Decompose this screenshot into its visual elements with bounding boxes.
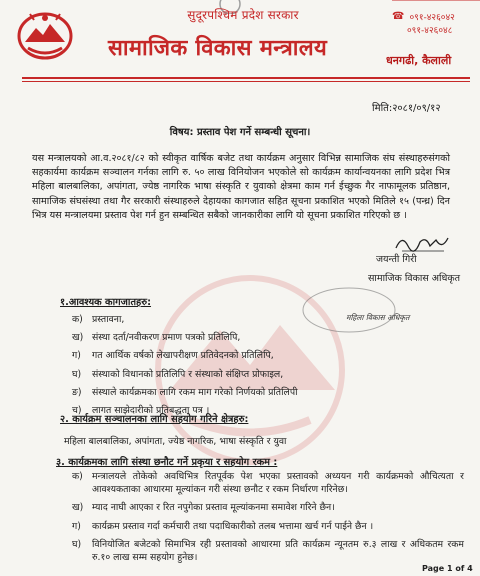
- signatory-title: सामाजिक विकास अधिकृत: [368, 273, 461, 284]
- list-text: गत आर्थिक वर्षको लेखापरीक्षण प्रतिवेदनको प्रतिलिपि,: [92, 350, 274, 362]
- contact-block: [392, 2, 455, 36]
- list-item: [72, 501, 464, 514]
- subject-line: विषय: प्रस्ताव पेश गर्ने सम्बन्धी सूचना।: [169, 127, 311, 138]
- handwritten-signature-icon: [392, 232, 452, 254]
- list-marker: घ): [72, 368, 82, 380]
- list-text: मन्त्रालयले तोकेको अवधिभित्र रितपूर्वक पेश भएका प्रस्तावको अध्ययन गरी कार्यक्रमको औचित्यता र आवश्यकताका आधारमा मूल्यांकन गरी संस्था छनौट र रकम निर्धारण गरिनेछ।: [92, 471, 464, 496]
- list-marker: घ): [72, 538, 82, 550]
- list-item: [72, 368, 472, 381]
- list-text: म्याद नाघी आएका र रित नपुगेका प्रस्ताव मूल्यांकनमा समावेश गरिने छैन।: [92, 502, 335, 514]
- stamp-text: महिला विकास अधिकृत: [346, 313, 410, 322]
- list-marker: ग): [72, 520, 81, 532]
- selection-process-list: [72, 470, 464, 569]
- list-item: [72, 538, 464, 564]
- list-marker: ग): [72, 350, 81, 362]
- list-marker: क): [72, 314, 83, 325]
- section-2-title: २. कार्यक्रम सञ्चालनका लागि सहयोग गरिने क्षेत्रहरु:: [60, 414, 249, 425]
- list-marker: क): [72, 471, 83, 482]
- list-text: संस्थाले कार्यक्रमका लागि रकम माग गरेको निर्णयको प्रतिलिपी: [92, 386, 298, 398]
- list-item: [72, 470, 464, 496]
- province-line: सुदूरपश्चिम प्रदेश सरकार: [187, 8, 299, 22]
- list-item: [72, 520, 464, 533]
- location-text: धनगढी, कैलाली: [386, 54, 452, 67]
- list-marker: ख): [72, 332, 84, 344]
- notice-body: यस मन्त्रालयको आ.व.२०८१/८२ को स्वीकृत वार्षिक बजेट तथा कार्यक्रम अनुसार विभिन्न सामाजिक संघ संस्थाहरुसंगको सहकार्यमा कार्यक्रम सञ्चालन गर्नका लागि रु. ५० लाख विनियोजन भएकोले सो कार्यक्रम कार्यान्वयनका लागि प्रदेश भित्र महिला बालबालिका, अपांगता, ज्येष्ठ नागरिक भाषा संस्कृति र युवाको क्षेत्रमा काम गर्न ईच्छुक गैर नाफामूलक प्रतिष्ठान, सामाजिक संघसंस्था तथा गैर सरकारी संस्थाहरुले देहायका कागजात सहित सूचना प्रकाशित भएको मितिले १५ (पन्ध्र) दिन भित्र यस मन्त्रालयमा प्रस्ताव पेश गर्न हुन सम्बन्धित सबैको जानकारीका लागि यो सूचना प्रकाशित गरिएको छ ।: [32, 153, 450, 221]
- list-marker: ङ): [72, 386, 82, 398]
- required-documents-list: [72, 313, 472, 422]
- list-text: प्रस्तावना,: [92, 314, 125, 325]
- list-item: [72, 386, 472, 399]
- section-1-title: १.आवश्यक कागजातहरु:: [60, 297, 152, 308]
- list-item: [72, 349, 472, 362]
- list-item: [72, 331, 472, 344]
- page-indicator: Page 1 of 4: [422, 564, 473, 573]
- header-rule-thick: [22, 77, 470, 79]
- list-text: कार्यक्रम प्रस्ताव गर्दा कर्मचारी तथा पदाधिकारीको तलब भत्तामा खर्च गर्न पाईने छैन ।: [92, 520, 374, 532]
- header-rule-thin: [22, 81, 470, 82]
- date-line: मिति:२०८१/०९/१२: [372, 103, 441, 114]
- support-areas-text: महिला बालबालिका, अपांगता, ज्येष्ठ नागरिक, भाषा संस्कृति र युवा: [64, 436, 287, 447]
- signatory-name: जयन्ती गिरी: [376, 254, 417, 265]
- list-marker: ख): [72, 502, 84, 514]
- government-emblem-icon: [16, 10, 74, 60]
- list-item: [72, 313, 472, 326]
- list-text: संस्था दर्ता/नवीकरण प्रमाण पत्रको प्रतिलिपि,: [92, 332, 241, 344]
- phone-number-1: ०९१-४२६०४२: [409, 13, 455, 23]
- phone-icon: ☎: [392, 11, 405, 22]
- list-text: विनियोजित बजेटको सिमाभित्र रही प्रस्तावको आधारमा प्रति कार्यक्रम न्यूनतम रु.३ लाख र अधिकतम रकम रु.१० लाख सम्म सहयोग हुनेछ।: [92, 538, 464, 564]
- section-3-title: ३. कार्यक्रमका लागि संस्था छनौट गर्ने प्रकृया र सहयोग रकम :: [56, 457, 278, 468]
- list-marker: च): [72, 405, 82, 417]
- list-text: संस्थाको विधानको प्रतिलिपि र संस्थाको संक्षिप्त प्रोफाइल,: [92, 368, 284, 380]
- phone-number-2: ०९१-४२६०४८: [407, 26, 453, 36]
- list-text: लागत साझेदारीको प्रतिबद्धता पत्र ।: [92, 405, 210, 417]
- ministry-title: सामाजिक विकास मन्त्रालय: [108, 36, 328, 61]
- email-fragment: [392, 0, 480, 3]
